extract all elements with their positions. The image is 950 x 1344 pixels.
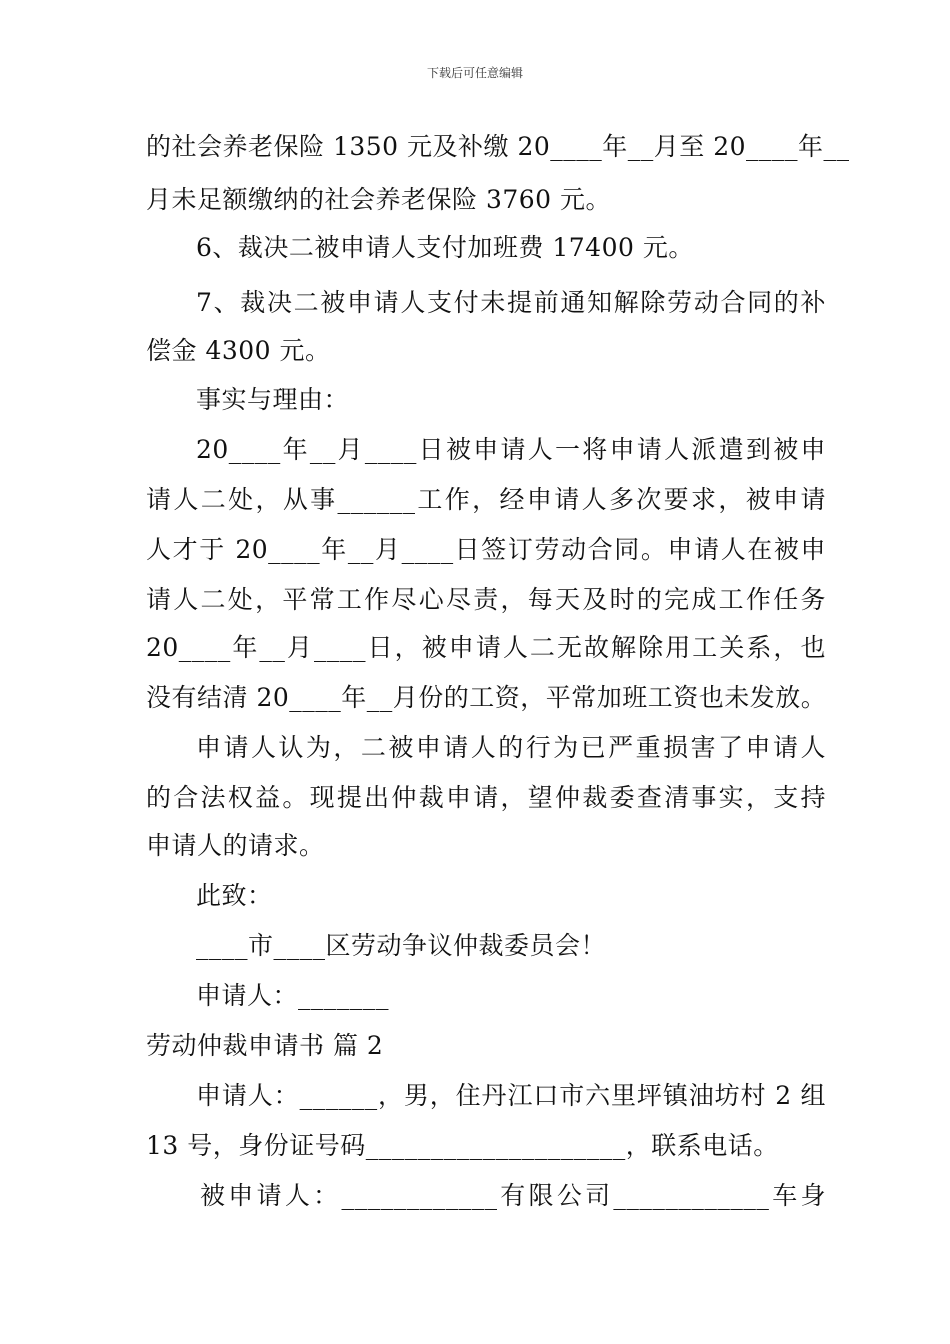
text-line: 请人二处，从事______工作，经申请人多次要求，被申请 [146, 485, 826, 514]
text-line: 请人二处，平常工作尽心尽责，每天及时的完成工作任务 [146, 585, 826, 614]
text-line: 申请人认为，二被申请人的行为已严重损害了申请人 [196, 733, 826, 762]
text-line: 20____年__月____日被申请人一将申请人派遣到被申 [196, 435, 826, 464]
page-header: 下载后可任意编辑 [426, 66, 523, 80]
text-line: 7、裁决二被申请人支付未提前通知解除劳动合同的补 [196, 288, 826, 317]
text-line: 的合法权益。现提出仲裁申请，望仲裁委查清事实，支持 [146, 783, 826, 812]
text-line: 月未足额缴纳的社会养老保险 3760 元。 [146, 185, 612, 214]
text-line: 6、裁决二被申请人支付加班费 17400 元。 [196, 233, 694, 262]
text-line: 人才于 20____年__月____日签订劳动合同。申请人在被申 [146, 535, 826, 564]
text-line: 偿金 4300 元。 [146, 336, 331, 365]
text-line: 此致： [196, 881, 273, 910]
text-line: 没有结清 20____年__月份的工资，平常加班工资也未发放。 [146, 683, 827, 712]
text-line: ____市____区劳动争议仲裁委员会！ [196, 931, 607, 960]
text-line: 申请人的请求。 [146, 831, 325, 860]
text-line: 申请人：______，男，住丹江口市六里坪镇油坊村 2 组 [196, 1081, 826, 1110]
text-line: 20____年__月____日，被申请人二无故解除用工关系，也 [146, 633, 826, 662]
text-line: 被申请人：____________有限公司____________车身 [200, 1181, 826, 1210]
section-title: 劳动仲裁申请书 篇 2 [146, 1031, 384, 1060]
text-line: 13 号，身份证号码____________________，联系电话。 [146, 1131, 779, 1160]
text-line: 的社会养老保险 1350 元及补缴 20____年__月至 20____年__ [146, 132, 850, 161]
section-heading: 事实与理由： [196, 385, 350, 414]
signature-line: 申请人：_______ [196, 981, 390, 1010]
